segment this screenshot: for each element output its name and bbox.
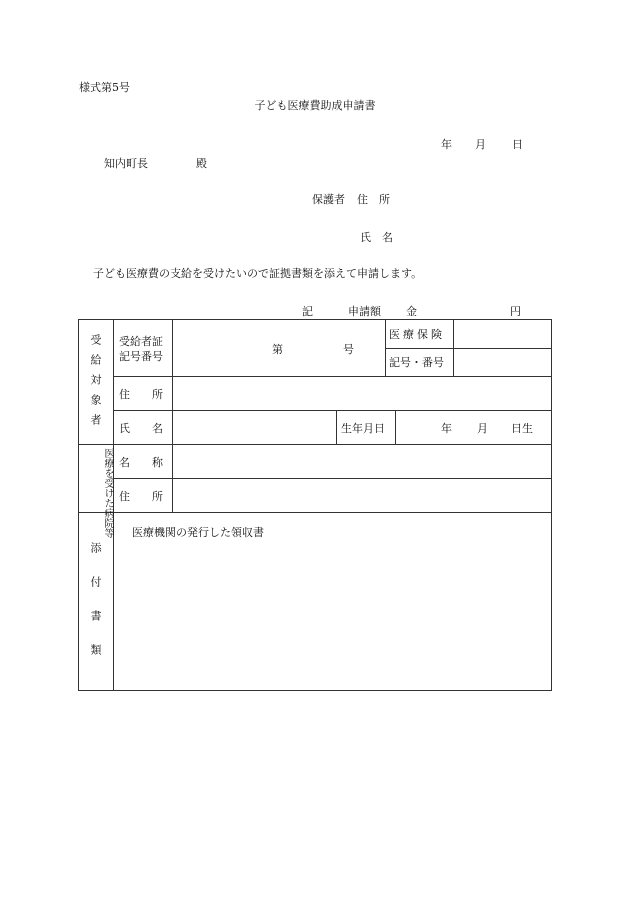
row-divider	[113, 478, 552, 479]
row-divider	[79, 512, 552, 513]
col-divider	[385, 320, 386, 376]
attachment-item: 医療機関の発行した領収書	[132, 526, 264, 539]
document-title: 子ども医療費助成申請書	[254, 99, 376, 112]
symbol-number-label: 記号・番号	[389, 356, 444, 369]
insurance-label: 医療保険	[389, 328, 445, 341]
amount-yen-label: 円	[510, 305, 521, 318]
name-label: 氏 名	[360, 231, 393, 244]
dob-day-label: 日生	[511, 422, 533, 435]
row-divider	[79, 444, 552, 445]
cert-number-label-line1: 受給者証	[119, 335, 163, 348]
col-divider	[453, 320, 454, 376]
row-divider	[385, 348, 552, 349]
request-statement: 子ども医療費の支給を受けたいので証拠書類を添えて申請します。	[93, 267, 423, 280]
col-divider	[336, 410, 337, 444]
row-divider	[113, 376, 552, 377]
applicant-name-label	[360, 232, 393, 243]
hospital-header: 医療を受けた病院等	[102, 448, 113, 538]
col-divider	[395, 410, 396, 444]
cert-number-label-line2: 記号番号	[119, 350, 163, 363]
amount-kin-label: 金	[406, 305, 417, 318]
row-divider	[113, 410, 552, 411]
recipient-header: 受給対象者	[89, 334, 102, 434]
cert-number-dai: 第	[272, 343, 283, 356]
date-line	[441, 139, 523, 150]
col-divider	[172, 320, 173, 512]
dob-month-label: 月	[477, 422, 488, 435]
date-year-label: 年	[441, 138, 452, 151]
hospital-address-label: 住 所	[119, 490, 163, 503]
applicant-address-label	[312, 194, 390, 205]
recipient-name-label: 氏 名	[119, 422, 163, 435]
addressee: 知内町長	[104, 157, 148, 170]
application-form-table	[78, 319, 552, 691]
dob-year-label: 年	[441, 422, 452, 435]
date-day-label: 日	[512, 138, 523, 151]
cert-number-gou: 号	[343, 343, 354, 356]
honorific: 殿	[196, 157, 207, 170]
ki-label: 記	[302, 305, 313, 318]
guardian-label: 保護者	[312, 193, 345, 206]
hospital-name-label: 名 称	[119, 456, 163, 469]
col-divider	[113, 320, 114, 691]
dob-label: 生年月日	[341, 422, 385, 435]
date-month-label: 月	[475, 138, 486, 151]
attachments-header: 添付書類	[89, 542, 102, 678]
form-number: 様式第5号	[79, 81, 130, 94]
amount-label: 申請額	[348, 305, 381, 318]
address-label: 住 所	[357, 193, 390, 206]
recipient-address-label: 住 所	[119, 388, 163, 401]
